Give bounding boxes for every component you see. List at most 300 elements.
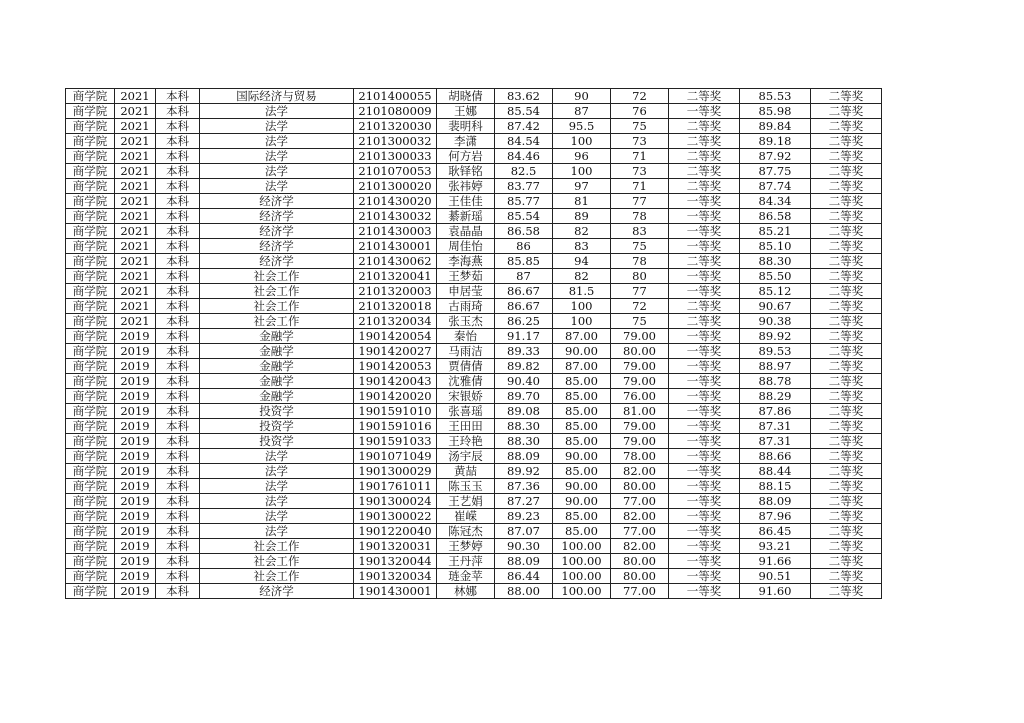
score-c-cell: 82.00 [611, 539, 669, 554]
name-cell: 王娜 [437, 104, 495, 119]
total-score-cell: 84.34 [740, 194, 811, 209]
level-cell: 本科 [156, 284, 200, 299]
total-score-cell: 85.50 [740, 269, 811, 284]
table-row [66, 479, 882, 494]
year-cell: 2021 [115, 299, 156, 314]
name-cell: 李海燕 [437, 254, 495, 269]
college-cell: 商学院 [66, 89, 115, 104]
name-cell: 贾倩倩 [437, 359, 495, 374]
major-cell: 经济学 [200, 209, 354, 224]
year-cell: 2019 [115, 359, 156, 374]
major-cell: 法学 [200, 524, 354, 539]
table-row [66, 389, 882, 404]
total-score-cell: 87.75 [740, 164, 811, 179]
college-cell: 商学院 [66, 344, 115, 359]
level-cell: 本科 [156, 329, 200, 344]
college-cell: 商学院 [66, 584, 115, 599]
student-id-cell: 1901591010 [354, 404, 437, 419]
major-cell: 法学 [200, 134, 354, 149]
name-cell: 王丹萍 [437, 554, 495, 569]
student-id-cell: 2101320003 [354, 284, 437, 299]
table-row [66, 374, 882, 389]
college-cell: 商学院 [66, 149, 115, 164]
year-cell: 2021 [115, 269, 156, 284]
major-cell: 经济学 [200, 194, 354, 209]
award-prev-cell: 一等奖 [669, 539, 740, 554]
score-c-cell: 80 [611, 269, 669, 284]
award-prev-cell: 二等奖 [669, 299, 740, 314]
score-a-cell: 88.09 [495, 449, 553, 464]
award-prev-cell: 二等奖 [669, 89, 740, 104]
award-cell: 二等奖 [811, 194, 882, 209]
year-cell: 2021 [115, 239, 156, 254]
score-c-cell: 80.00 [611, 479, 669, 494]
score-c-cell: 75 [611, 239, 669, 254]
college-cell: 商学院 [66, 239, 115, 254]
total-score-cell: 90.67 [740, 299, 811, 314]
name-cell: 张喜瑶 [437, 404, 495, 419]
score-a-cell: 88.30 [495, 434, 553, 449]
score-c-cell: 82.00 [611, 464, 669, 479]
award-cell: 二等奖 [811, 269, 882, 284]
level-cell: 本科 [156, 194, 200, 209]
score-c-cell: 80.00 [611, 569, 669, 584]
student-id-cell: 2101430062 [354, 254, 437, 269]
table-row [66, 239, 882, 254]
award-cell: 二等奖 [811, 209, 882, 224]
student-id-cell: 2101320041 [354, 269, 437, 284]
student-id-cell: 1901761011 [354, 479, 437, 494]
table-row [66, 509, 882, 524]
total-score-cell: 85.10 [740, 239, 811, 254]
award-prev-cell: 二等奖 [669, 254, 740, 269]
student-id-cell: 2101300020 [354, 179, 437, 194]
score-b-cell: 82 [553, 224, 611, 239]
score-c-cell: 79.00 [611, 434, 669, 449]
name-cell: 张玉杰 [437, 314, 495, 329]
score-c-cell: 72 [611, 299, 669, 314]
table-row [66, 149, 882, 164]
student-id-cell: 1901071049 [354, 449, 437, 464]
score-a-cell: 86 [495, 239, 553, 254]
score-a-cell: 89.70 [495, 389, 553, 404]
score-a-cell: 83.62 [495, 89, 553, 104]
score-c-cell: 81.00 [611, 404, 669, 419]
score-a-cell: 85.85 [495, 254, 553, 269]
college-cell: 商学院 [66, 164, 115, 179]
college-cell: 商学院 [66, 194, 115, 209]
student-id-cell: 1901420027 [354, 344, 437, 359]
total-score-cell: 91.60 [740, 584, 811, 599]
table-row [66, 434, 882, 449]
table-row [66, 419, 882, 434]
award-cell: 二等奖 [811, 164, 882, 179]
year-cell: 2021 [115, 284, 156, 299]
score-c-cell: 79.00 [611, 359, 669, 374]
year-cell: 2019 [115, 584, 156, 599]
total-score-cell: 85.12 [740, 284, 811, 299]
award-prev-cell: 二等奖 [669, 149, 740, 164]
award-cell: 二等奖 [811, 569, 882, 584]
college-cell: 商学院 [66, 329, 115, 344]
score-c-cell: 76 [611, 104, 669, 119]
major-cell: 法学 [200, 509, 354, 524]
total-score-cell: 88.66 [740, 449, 811, 464]
score-b-cell: 96 [553, 149, 611, 164]
award-cell: 二等奖 [811, 344, 882, 359]
year-cell: 2019 [115, 419, 156, 434]
major-cell: 社会工作 [200, 299, 354, 314]
score-b-cell: 90.00 [553, 449, 611, 464]
total-score-cell: 87.31 [740, 434, 811, 449]
college-cell: 商学院 [66, 404, 115, 419]
score-c-cell: 77.00 [611, 524, 669, 539]
college-cell: 商学院 [66, 104, 115, 119]
award-prev-cell: 一等奖 [669, 449, 740, 464]
total-score-cell: 88.09 [740, 494, 811, 509]
level-cell: 本科 [156, 224, 200, 239]
score-c-cell: 73 [611, 164, 669, 179]
student-id-cell: 2101320034 [354, 314, 437, 329]
award-cell: 二等奖 [811, 254, 882, 269]
student-id-cell: 2101430001 [354, 239, 437, 254]
score-b-cell: 100.00 [553, 569, 611, 584]
student-id-cell: 1901591033 [354, 434, 437, 449]
table-row [66, 569, 882, 584]
level-cell: 本科 [156, 539, 200, 554]
award-cell: 二等奖 [811, 224, 882, 239]
score-b-cell: 90.00 [553, 479, 611, 494]
major-cell: 投资学 [200, 419, 354, 434]
score-c-cell: 73 [611, 134, 669, 149]
college-cell: 商学院 [66, 494, 115, 509]
award-cell: 二等奖 [811, 404, 882, 419]
name-cell: 王艺娟 [437, 494, 495, 509]
score-a-cell: 84.54 [495, 134, 553, 149]
college-cell: 商学院 [66, 134, 115, 149]
score-a-cell: 89.08 [495, 404, 553, 419]
level-cell: 本科 [156, 554, 200, 569]
score-c-cell: 71 [611, 149, 669, 164]
table-row [66, 224, 882, 239]
award-cell: 二等奖 [811, 464, 882, 479]
score-a-cell: 86.67 [495, 284, 553, 299]
major-cell: 金融学 [200, 389, 354, 404]
score-a-cell: 85.54 [495, 209, 553, 224]
award-cell: 二等奖 [811, 524, 882, 539]
year-cell: 2019 [115, 479, 156, 494]
table-row [66, 89, 882, 104]
award-cell: 二等奖 [811, 284, 882, 299]
award-prev-cell: 一等奖 [669, 419, 740, 434]
level-cell: 本科 [156, 569, 200, 584]
level-cell: 本科 [156, 479, 200, 494]
score-a-cell: 87.27 [495, 494, 553, 509]
score-b-cell: 100 [553, 314, 611, 329]
score-c-cell: 77.00 [611, 494, 669, 509]
score-a-cell: 87.42 [495, 119, 553, 134]
table-row [66, 209, 882, 224]
score-c-cell: 71 [611, 179, 669, 194]
level-cell: 本科 [156, 179, 200, 194]
level-cell: 本科 [156, 299, 200, 314]
student-id-cell: 1901220040 [354, 524, 437, 539]
student-id-cell: 1901420054 [354, 329, 437, 344]
award-prev-cell: 一等奖 [669, 284, 740, 299]
name-cell: 黄喆 [437, 464, 495, 479]
student-id-cell: 2101400055 [354, 89, 437, 104]
score-c-cell: 77 [611, 194, 669, 209]
level-cell: 本科 [156, 89, 200, 104]
year-cell: 2021 [115, 164, 156, 179]
name-cell: 申居莹 [437, 284, 495, 299]
year-cell: 2019 [115, 344, 156, 359]
name-cell: 王梦茹 [437, 269, 495, 284]
student-id-cell: 1901320044 [354, 554, 437, 569]
major-cell: 法学 [200, 164, 354, 179]
level-cell: 本科 [156, 434, 200, 449]
award-cell: 二等奖 [811, 389, 882, 404]
level-cell: 本科 [156, 164, 200, 179]
total-score-cell: 87.74 [740, 179, 811, 194]
score-c-cell: 83 [611, 224, 669, 239]
college-cell: 商学院 [66, 374, 115, 389]
total-score-cell: 87.96 [740, 509, 811, 524]
total-score-cell: 87.92 [740, 149, 811, 164]
year-cell: 2021 [115, 194, 156, 209]
total-score-cell: 88.44 [740, 464, 811, 479]
award-prev-cell: 一等奖 [669, 374, 740, 389]
score-b-cell: 90.00 [553, 494, 611, 509]
score-c-cell: 80.00 [611, 554, 669, 569]
score-a-cell: 85.54 [495, 104, 553, 119]
score-a-cell: 88.09 [495, 554, 553, 569]
award-prev-cell: 一等奖 [669, 239, 740, 254]
score-a-cell: 87.07 [495, 524, 553, 539]
name-cell: 汤宇辰 [437, 449, 495, 464]
year-cell: 2019 [115, 494, 156, 509]
award-cell: 二等奖 [811, 539, 882, 554]
total-score-cell: 85.21 [740, 224, 811, 239]
name-cell: 秦怡 [437, 329, 495, 344]
total-score-cell: 88.30 [740, 254, 811, 269]
name-cell: 王田田 [437, 419, 495, 434]
award-prev-cell: 一等奖 [669, 329, 740, 344]
major-cell: 经济学 [200, 254, 354, 269]
major-cell: 社会工作 [200, 314, 354, 329]
name-cell: 沈雅倩 [437, 374, 495, 389]
level-cell: 本科 [156, 494, 200, 509]
award-prev-cell: 一等奖 [669, 554, 740, 569]
name-cell: 裴明科 [437, 119, 495, 134]
major-cell: 法学 [200, 149, 354, 164]
table-row [66, 464, 882, 479]
award-cell: 二等奖 [811, 89, 882, 104]
total-score-cell: 89.84 [740, 119, 811, 134]
total-score-cell: 88.15 [740, 479, 811, 494]
level-cell: 本科 [156, 584, 200, 599]
year-cell: 2021 [115, 314, 156, 329]
award-prev-cell: 一等奖 [669, 389, 740, 404]
student-id-cell: 1901320034 [354, 569, 437, 584]
award-prev-cell: 一等奖 [669, 224, 740, 239]
year-cell: 2021 [115, 149, 156, 164]
award-prev-cell: 一等奖 [669, 494, 740, 509]
score-a-cell: 88.00 [495, 584, 553, 599]
award-cell: 二等奖 [811, 239, 882, 254]
major-cell: 经济学 [200, 584, 354, 599]
award-cell: 二等奖 [811, 479, 882, 494]
award-prev-cell: 一等奖 [669, 434, 740, 449]
score-c-cell: 79.00 [611, 374, 669, 389]
score-b-cell: 90 [553, 89, 611, 104]
score-a-cell: 83.77 [495, 179, 553, 194]
major-cell: 金融学 [200, 374, 354, 389]
college-cell: 商学院 [66, 284, 115, 299]
total-score-cell: 88.97 [740, 359, 811, 374]
score-c-cell: 79.00 [611, 329, 669, 344]
score-b-cell: 100.00 [553, 539, 611, 554]
year-cell: 2019 [115, 569, 156, 584]
student-id-cell: 1901420020 [354, 389, 437, 404]
year-cell: 2019 [115, 434, 156, 449]
student-id-cell: 2101430020 [354, 194, 437, 209]
score-b-cell: 85.00 [553, 419, 611, 434]
year-cell: 2019 [115, 374, 156, 389]
total-score-cell: 89.92 [740, 329, 811, 344]
score-b-cell: 87.00 [553, 329, 611, 344]
level-cell: 本科 [156, 119, 200, 134]
score-a-cell: 89.82 [495, 359, 553, 374]
table-row [66, 344, 882, 359]
score-a-cell: 86.44 [495, 569, 553, 584]
table-row [66, 539, 882, 554]
score-b-cell: 81 [553, 194, 611, 209]
award-prev-cell: 一等奖 [669, 194, 740, 209]
score-b-cell: 85.00 [553, 464, 611, 479]
name-cell: 张祎婷 [437, 179, 495, 194]
award-cell: 二等奖 [811, 119, 882, 134]
student-id-cell: 1901300024 [354, 494, 437, 509]
name-cell: 崔嵘 [437, 509, 495, 524]
level-cell: 本科 [156, 509, 200, 524]
name-cell: 王玲艳 [437, 434, 495, 449]
score-c-cell: 80.00 [611, 344, 669, 359]
table-row [66, 179, 882, 194]
level-cell: 本科 [156, 209, 200, 224]
total-score-cell: 89.53 [740, 344, 811, 359]
college-cell: 商学院 [66, 179, 115, 194]
year-cell: 2021 [115, 89, 156, 104]
student-id-cell: 2101300033 [354, 149, 437, 164]
college-cell: 商学院 [66, 359, 115, 374]
score-b-cell: 97 [553, 179, 611, 194]
score-a-cell: 86.67 [495, 299, 553, 314]
major-cell: 法学 [200, 449, 354, 464]
table-row [66, 254, 882, 269]
table-row [66, 494, 882, 509]
name-cell: 陈冠杰 [437, 524, 495, 539]
year-cell: 2021 [115, 224, 156, 239]
score-a-cell: 86.25 [495, 314, 553, 329]
major-cell: 社会工作 [200, 569, 354, 584]
total-score-cell: 85.53 [740, 89, 811, 104]
award-prev-cell: 一等奖 [669, 359, 740, 374]
major-cell: 法学 [200, 464, 354, 479]
year-cell: 2019 [115, 389, 156, 404]
score-c-cell: 79.00 [611, 419, 669, 434]
table-row [66, 329, 882, 344]
student-id-cell: 1901430001 [354, 584, 437, 599]
table-row [66, 284, 882, 299]
major-cell: 国际经济与贸易 [200, 89, 354, 104]
year-cell: 2019 [115, 539, 156, 554]
major-cell: 社会工作 [200, 554, 354, 569]
year-cell: 2019 [115, 449, 156, 464]
award-cell: 二等奖 [811, 314, 882, 329]
score-b-cell: 85.00 [553, 509, 611, 524]
score-b-cell: 100 [553, 299, 611, 314]
total-score-cell: 88.29 [740, 389, 811, 404]
score-b-cell: 81.5 [553, 284, 611, 299]
name-cell: 何方岩 [437, 149, 495, 164]
major-cell: 社会工作 [200, 269, 354, 284]
table-row [66, 314, 882, 329]
college-cell: 商学院 [66, 209, 115, 224]
name-cell: 林娜 [437, 584, 495, 599]
college-cell: 商学院 [66, 554, 115, 569]
college-cell: 商学院 [66, 509, 115, 524]
award-cell: 二等奖 [811, 434, 882, 449]
major-cell: 法学 [200, 119, 354, 134]
year-cell: 2021 [115, 134, 156, 149]
award-cell: 二等奖 [811, 449, 882, 464]
level-cell: 本科 [156, 239, 200, 254]
student-id-cell: 2101080009 [354, 104, 437, 119]
total-score-cell: 90.51 [740, 569, 811, 584]
score-b-cell: 100 [553, 164, 611, 179]
score-a-cell: 91.17 [495, 329, 553, 344]
college-cell: 商学院 [66, 524, 115, 539]
award-cell: 二等奖 [811, 419, 882, 434]
award-prev-cell: 二等奖 [669, 164, 740, 179]
major-cell: 法学 [200, 104, 354, 119]
year-cell: 2019 [115, 509, 156, 524]
award-prev-cell: 二等奖 [669, 179, 740, 194]
college-cell: 商学院 [66, 389, 115, 404]
year-cell: 2019 [115, 404, 156, 419]
score-b-cell: 90.00 [553, 344, 611, 359]
major-cell: 金融学 [200, 359, 354, 374]
year-cell: 2019 [115, 524, 156, 539]
score-b-cell: 100 [553, 134, 611, 149]
major-cell: 投资学 [200, 434, 354, 449]
student-id-cell: 2101070053 [354, 164, 437, 179]
college-cell: 商学院 [66, 464, 115, 479]
major-cell: 社会工作 [200, 539, 354, 554]
score-b-cell: 94 [553, 254, 611, 269]
score-a-cell: 89.92 [495, 464, 553, 479]
score-b-cell: 82 [553, 269, 611, 284]
score-c-cell: 75 [611, 314, 669, 329]
total-score-cell: 85.98 [740, 104, 811, 119]
major-cell: 法学 [200, 494, 354, 509]
score-b-cell: 89 [553, 209, 611, 224]
level-cell: 本科 [156, 389, 200, 404]
total-score-cell: 93.21 [740, 539, 811, 554]
student-id-cell: 2101320018 [354, 299, 437, 314]
award-prev-cell: 一等奖 [669, 479, 740, 494]
